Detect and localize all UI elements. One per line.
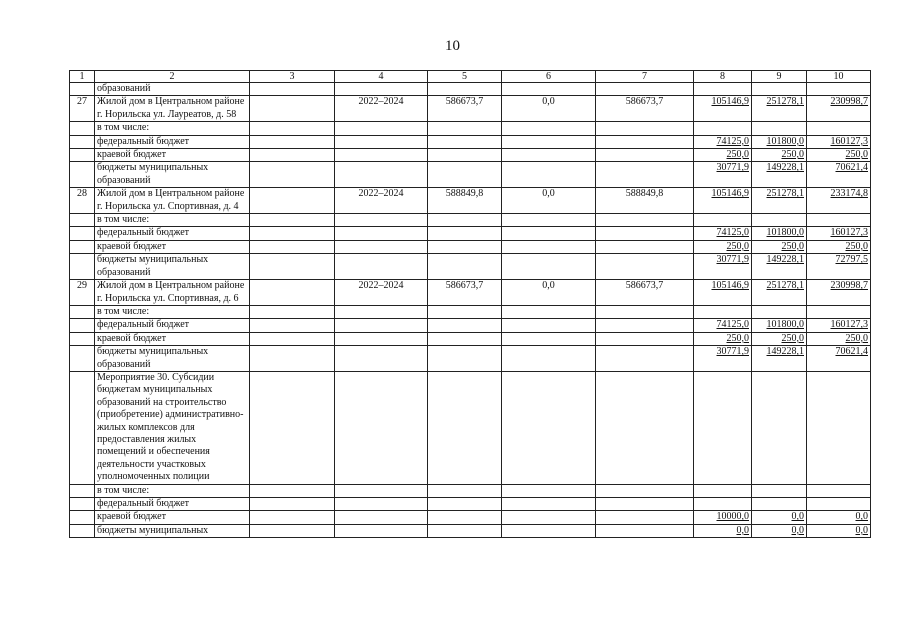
table-cell: 105146,9 [694,280,752,306]
table-cell: 74125,0 [694,135,752,148]
table-cell: Жилой дом в Центральном районе г. Норильска ул. Лауреатов, д. 58 [95,96,250,122]
table-cell [596,498,694,511]
header-cell: 4 [335,71,428,83]
table-cell [428,524,502,537]
table-cell [694,214,752,227]
table-cell [502,305,596,318]
table-cell [250,280,335,306]
table-cell: 160127,3 [807,135,871,148]
table-cell [70,524,95,537]
table-cell [250,162,335,188]
table-cell: Мероприятие 30. Субсидии бюджетам муниципальных образований на строительство (приобретение) административно-жилых комплексов для предоставления жилых помещений и обеспечения деятельности участковых уполномоченных полиции [95,371,250,484]
table-cell [596,83,694,96]
table-cell [428,162,502,188]
table-cell [70,332,95,345]
table-cell [70,162,95,188]
table-cell [428,149,502,162]
table-cell [428,122,502,135]
table-cell [596,214,694,227]
table-cell [70,254,95,280]
header-row [70,71,871,83]
table-cell [428,305,502,318]
table-cell [502,498,596,511]
table-cell: федеральный бюджет [95,319,250,332]
table-cell [335,498,428,511]
table-cell: 251278,1 [752,280,807,306]
table-cell: 101800,0 [752,227,807,240]
table-cell: 586673,7 [596,280,694,306]
table-cell [694,122,752,135]
table-cell [428,135,502,148]
table-cell: бюджеты муниципальных образований [95,254,250,280]
table-row [70,162,871,188]
table-row [70,188,871,214]
table-cell: 250,0 [807,332,871,345]
table-cell: 0,0 [752,524,807,537]
table-cell [502,332,596,345]
table-cell [807,498,871,511]
table-row [70,83,871,96]
table-cell: 101800,0 [752,135,807,148]
table-cell [250,188,335,214]
table-cell: 250,0 [752,332,807,345]
table-cell [596,254,694,280]
table-cell [502,346,596,372]
table-cell [502,149,596,162]
table-cell: 28 [70,188,95,214]
table-cell [596,484,694,497]
table-cell: 30771,9 [694,162,752,188]
table-cell [250,511,335,524]
table-row [70,149,871,162]
table-row [70,498,871,511]
table-cell [694,498,752,511]
table-cell [502,83,596,96]
table-cell: 105146,9 [694,188,752,214]
table-cell [807,83,871,96]
table-cell: 588849,8 [596,188,694,214]
table-cell: 250,0 [807,149,871,162]
table-cell [250,214,335,227]
table-cell [752,122,807,135]
header-cell: 2 [95,71,250,83]
header-cell: 1 [70,71,95,83]
table-cell [250,319,335,332]
header-cell: 9 [752,71,807,83]
table-row [70,227,871,240]
table-cell [250,83,335,96]
table-cell: 250,0 [752,149,807,162]
table-row [70,280,871,306]
table-cell: Жилой дом в Центральном районе г. Норильска ул. Спортивная, д. 6 [95,280,250,306]
table-cell [596,346,694,372]
table-cell: 233174,8 [807,188,871,214]
table-cell: 70621,4 [807,162,871,188]
table-cell [70,484,95,497]
table-cell: 0,0 [752,511,807,524]
table-cell [70,511,95,524]
table-cell [70,122,95,135]
table-cell [502,135,596,148]
table-cell: 105146,9 [694,96,752,122]
table-cell [70,305,95,318]
table-cell: 588849,8 [428,188,502,214]
table-cell: 10000,0 [694,511,752,524]
table-row [70,135,871,148]
table-row [70,524,871,537]
table-cell: 230998,7 [807,96,871,122]
table-row [70,319,871,332]
table-cell [807,484,871,497]
table-cell: в том числе: [95,305,250,318]
table-cell: 74125,0 [694,319,752,332]
table-cell: федеральный бюджет [95,227,250,240]
table-cell [335,227,428,240]
table-cell [250,96,335,122]
table-row [70,371,871,484]
table-cell [428,511,502,524]
table-cell [428,319,502,332]
table-cell [428,83,502,96]
table-cell [250,149,335,162]
table-cell [70,135,95,148]
header-cell: 10 [807,71,871,83]
table-cell: 250,0 [752,240,807,253]
table-cell [502,511,596,524]
table-cell [250,332,335,345]
table-cell [70,83,95,96]
table-cell: 230998,7 [807,280,871,306]
table-cell [428,240,502,253]
table-cell [502,254,596,280]
table-cell [335,524,428,537]
table-cell: 74125,0 [694,227,752,240]
table-cell [596,149,694,162]
table-cell [250,254,335,280]
table-cell [807,122,871,135]
table-cell: 250,0 [807,240,871,253]
table-cell [596,524,694,537]
table-cell [70,214,95,227]
table-cell: 251278,1 [752,188,807,214]
table-cell [70,240,95,253]
table-cell [596,371,694,484]
page-number: 10 [445,38,460,54]
table-cell [752,498,807,511]
table-cell [250,346,335,372]
table-cell [596,227,694,240]
table-cell [335,319,428,332]
table-cell [335,371,428,484]
table-cell [694,305,752,318]
table-cell [250,122,335,135]
table-cell [428,484,502,497]
table-cell: в том числе: [95,214,250,227]
table-cell: бюджеты муниципальных [95,524,250,537]
table-cell [335,305,428,318]
header-cell: 5 [428,71,502,83]
table-cell [428,346,502,372]
table-cell [250,227,335,240]
table-cell: 149228,1 [752,162,807,188]
header-cell: 8 [694,71,752,83]
table-cell [335,162,428,188]
table-cell [596,511,694,524]
table-cell: 149228,1 [752,346,807,372]
header-cell: 7 [596,71,694,83]
table-cell: 27 [70,96,95,122]
table-cell: 586673,7 [428,96,502,122]
table-body [70,71,871,538]
table-cell [694,371,752,484]
table-cell: в том числе: [95,484,250,497]
table-cell [70,319,95,332]
table-cell [752,484,807,497]
table-cell [807,371,871,484]
table-cell [694,83,752,96]
table-cell [752,214,807,227]
table-cell [596,305,694,318]
table-cell [752,371,807,484]
table-cell: 251278,1 [752,96,807,122]
table-cell [70,227,95,240]
table-cell [596,122,694,135]
header-cell: 3 [250,71,335,83]
table-row [70,511,871,524]
table-row [70,346,871,372]
table-cell [502,524,596,537]
table-row [70,122,871,135]
table-cell [596,332,694,345]
table-cell: образований [95,83,250,96]
table-cell: 101800,0 [752,319,807,332]
table-row [70,96,871,122]
table-cell [70,498,95,511]
table-cell: в том числе: [95,122,250,135]
table-cell [502,319,596,332]
table-cell [250,371,335,484]
table-cell [335,346,428,372]
table-cell [335,240,428,253]
table-cell: краевой бюджет [95,149,250,162]
table-cell: 0,0 [807,524,871,537]
table-cell [428,332,502,345]
table-cell [752,305,807,318]
table-row [70,254,871,280]
header-cell: 6 [502,71,596,83]
table-cell [502,162,596,188]
table-cell [70,371,95,484]
table-cell: краевой бюджет [95,332,250,345]
table-cell [335,122,428,135]
table-cell: федеральный бюджет [95,135,250,148]
table-cell [502,227,596,240]
table-cell [335,332,428,345]
table-cell [502,484,596,497]
table-cell [694,484,752,497]
table-row [70,214,871,227]
table-cell: 70621,4 [807,346,871,372]
table-cell: 586673,7 [596,96,694,122]
table-cell [335,484,428,497]
table-cell: краевой бюджет [95,511,250,524]
table-cell [428,254,502,280]
table-cell [335,254,428,280]
table-cell: 160127,3 [807,319,871,332]
table-row [70,332,871,345]
table-cell: 30771,9 [694,346,752,372]
table-cell: 0,0 [502,188,596,214]
table-cell: 2022–2024 [335,188,428,214]
table-cell [335,135,428,148]
table-cell [335,511,428,524]
table-cell: федеральный бюджет [95,498,250,511]
table-cell [428,498,502,511]
table-cell: 0,0 [694,524,752,537]
table-cell: 2022–2024 [335,280,428,306]
table-cell: 2022–2024 [335,96,428,122]
table-cell [335,214,428,227]
table-cell [428,214,502,227]
table-cell [250,484,335,497]
table-cell: Жилой дом в Центральном районе г. Норильска ул. Спортивная, д. 4 [95,188,250,214]
table-row [70,240,871,253]
table-cell [752,83,807,96]
table-cell [807,214,871,227]
table-cell: 0,0 [807,511,871,524]
table-cell [335,149,428,162]
table-cell: краевой бюджет [95,240,250,253]
table-cell [596,319,694,332]
table-cell [70,346,95,372]
table-cell: 0,0 [502,280,596,306]
table-row [70,305,871,318]
table-cell [596,162,694,188]
table-cell [502,122,596,135]
table-cell [250,135,335,148]
table-cell: бюджеты муниципальных образований [95,162,250,188]
table-cell: 29 [70,280,95,306]
table-cell: 586673,7 [428,280,502,306]
table-cell: 0,0 [502,96,596,122]
table-cell [502,371,596,484]
table-cell: 250,0 [694,240,752,253]
table-cell [596,135,694,148]
table-cell: 250,0 [694,149,752,162]
table-cell [250,498,335,511]
table-cell [250,240,335,253]
table-cell [428,371,502,484]
table-cell [502,240,596,253]
table-cell [807,305,871,318]
table-cell [428,227,502,240]
table-cell [250,305,335,318]
table-cell: 250,0 [694,332,752,345]
table-cell [335,83,428,96]
table-cell: 72797,5 [807,254,871,280]
table-cell: 160127,3 [807,227,871,240]
table-cell: бюджеты муниципальных образований [95,346,250,372]
budget-table [69,70,871,538]
table-cell [70,149,95,162]
table-cell [250,524,335,537]
table-cell [502,214,596,227]
table-row [70,484,871,497]
table-cell: 149228,1 [752,254,807,280]
table-cell [596,240,694,253]
table-cell: 30771,9 [694,254,752,280]
